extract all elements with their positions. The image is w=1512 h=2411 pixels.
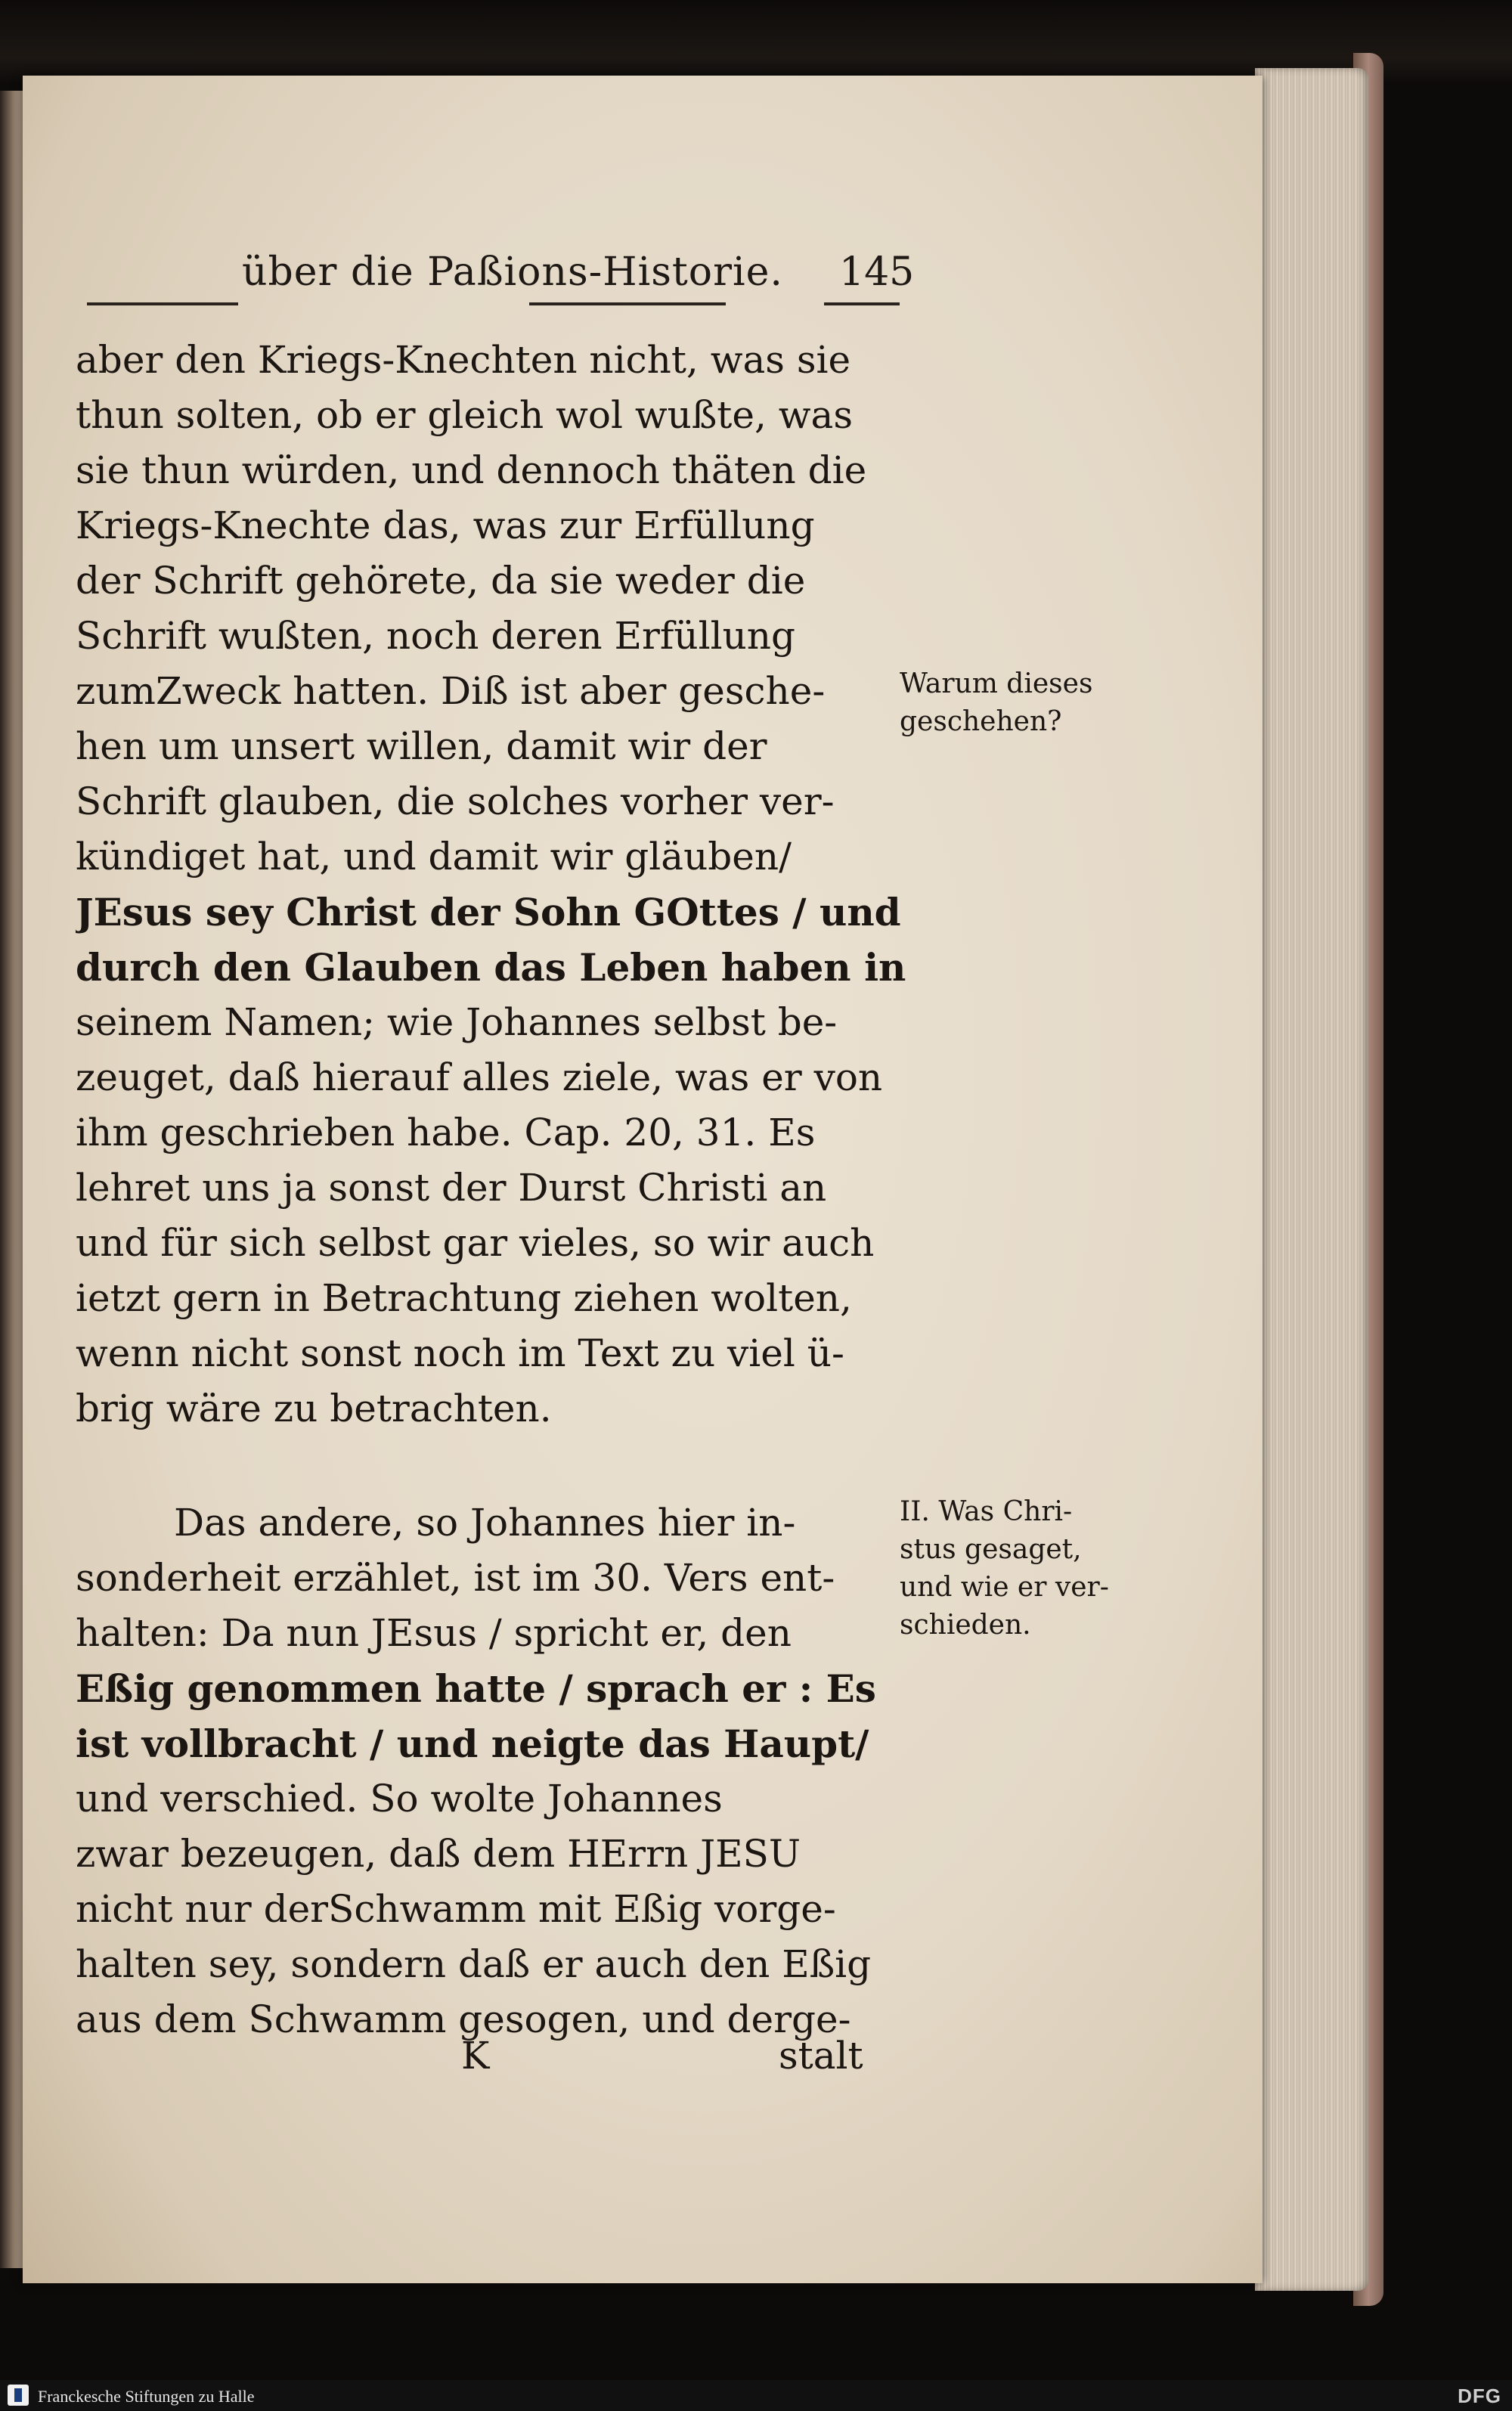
text-line: ist vollbracht / und neigte das Haupt/	[76, 1721, 869, 1766]
margin-note-line: II. Was Chri-	[900, 1496, 1073, 1527]
institution-logo-icon	[8, 2385, 29, 2406]
dfg-logo: DFG	[1458, 2385, 1501, 2407]
text-line: halten: Da nun JEsus / spricht er, den	[76, 1611, 792, 1655]
text-line: halten sey, sondern daß er auch den Eßig	[76, 1942, 872, 1986]
signature-mark: K	[461, 2034, 490, 2078]
text-line: Kriegs-Knechte das, was zur Erfüllung	[76, 504, 815, 547]
text-line: der Schrift gehörete, da sie weder die	[76, 559, 806, 603]
text-line: wenn nicht sonst noch im Text zu viel ü-	[76, 1331, 844, 1375]
text-line: aus dem Schwamm gesogen, und derge-	[76, 1997, 851, 2041]
running-head-title: über die Paßions-Historie.	[242, 249, 783, 295]
head-rule-center	[529, 302, 726, 305]
text-line: durch den Glauben das Leben haben in	[76, 945, 906, 990]
text-line: Das andere, so Johannes hier in-	[174, 1501, 796, 1545]
text-line: lehret uns ja sonst der Durst Christi an	[76, 1166, 827, 1210]
text-line: zwar bezeugen, daß dem HErrn JESU	[76, 1832, 801, 1876]
text-line: Eßig genommen hatte / sprach er : Es	[76, 1666, 876, 1711]
body-text	[76, 333, 907, 2047]
text-line: und für sich selbst gar vieles, so wir auch	[76, 1221, 875, 1265]
footer-source-label: Franckesche Stiftungen zu Halle	[38, 2387, 255, 2406]
margin-note-line: stus gesaget,	[900, 1534, 1082, 1565]
text-line: aber den Kriegs-Knechten nicht, was sie	[76, 338, 851, 382]
text-line: sie thun würden, und dennoch thäten die	[76, 448, 867, 492]
margin-note-line: und wie er ver-	[900, 1572, 1109, 1603]
text-line: nicht nur derSchwamm mit Eßig vorge-	[76, 1887, 836, 1931]
text-line: JEsus sey Christ der Sohn GOttes / und	[76, 890, 901, 934]
text-line: zumZweck hatten. Diß ist aber gesche-	[76, 669, 826, 713]
text-line: sonderheit erzählet, ist im 30. Vers ent-	[76, 1556, 835, 1600]
footer-bar	[0, 2380, 1512, 2411]
text-line: zeuget, daß hierauf alles ziele, was er von	[76, 1055, 883, 1099]
text-line: Schrift wußten, noch deren Erfüllung	[76, 614, 796, 658]
margin-note-line: Warum dieses	[900, 668, 1093, 699]
text-line: hen um unsert willen, damit wir der	[76, 724, 767, 768]
text-line: seinem Namen; wie Johannes selbst be-	[76, 1000, 838, 1044]
margin-note-line: schieden.	[900, 1610, 1031, 1641]
text-line: ihm geschrieben habe. Cap. 20, 31. Es	[76, 1111, 816, 1154]
text-line: Schrift glauben, die solches vorher ver-	[76, 779, 835, 823]
text-line: und verschied. So wolte Johannes	[76, 1777, 723, 1821]
head-rule-left	[87, 302, 238, 305]
head-rule-right	[824, 302, 900, 305]
margin-note	[900, 1493, 1142, 1644]
text-line: kündiget hat, und damit wir gläuben/	[76, 835, 792, 879]
paragraph-gap	[76, 1436, 907, 1495]
margin-note	[900, 665, 1142, 741]
text-line: thun solten, ob er gleich wol wußte, was	[76, 393, 854, 437]
margin-note-line: geschehen?	[900, 706, 1062, 737]
text-line: ietzt gern in Betrachtung ziehen wolten,	[76, 1276, 852, 1320]
text-line: brig wäre zu betrachten.	[76, 1387, 552, 1430]
page-fore-edge	[1255, 68, 1368, 2291]
page-number: 145	[839, 249, 915, 295]
catchword: stalt	[779, 2034, 863, 2078]
